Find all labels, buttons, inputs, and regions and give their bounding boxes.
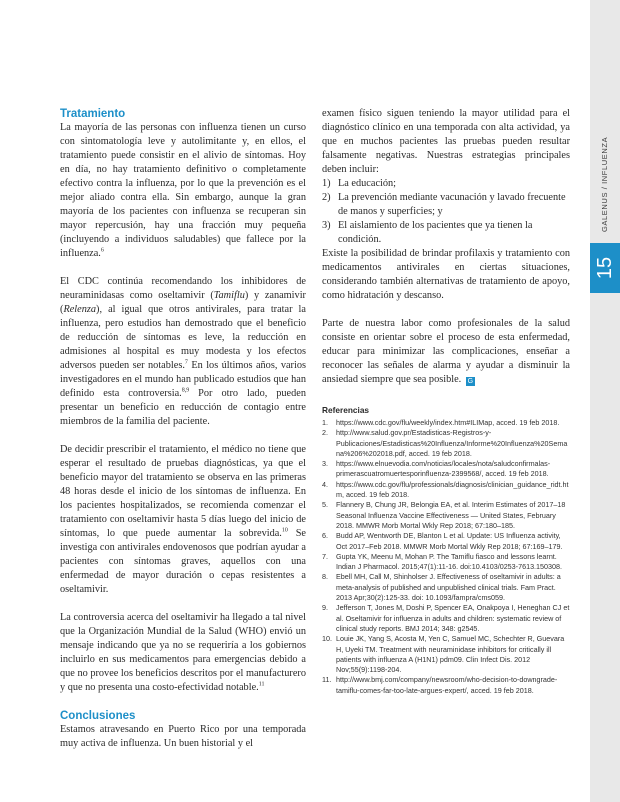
- reference-item: 9. Jefferson T, Jones M, Doshi P, Spencer EA, Onakpoya I, Heneghan CJ et al. Oseltamivir for influenza in adults and children: systematic review of clinical study reports. BMJ 2014; 348: g2545.: [322, 603, 570, 633]
- list-item: 3) El aislamiento de los pacientes que ya tienen la condición.: [322, 220, 533, 245]
- reference-item: 11. http://www.bmj.com/company/newsroom/who-decision-to-downgrade-tamiflu-comes-far-too-late-argues-expert/, acced. 19 feb 2018.: [322, 675, 558, 695]
- reference-item: 3. https://www.elnuevodia.com/noticias/locales/nota/saludconfirmalas-primerascuatromuertesporinfluenza-2399568/, acced. 19 feb 2018.: [322, 459, 551, 479]
- citation: 7: [184, 359, 188, 366]
- page-number: 15: [594, 256, 616, 280]
- paragraph: Existe la posibilidad de brindar profilaxis y tratamiento con medicamentos antivirales en ciertas situaciones, considerando también alternativas de tratamiento de apoyo, como hidratación y descanso.: [322, 248, 570, 301]
- end-of-article-mark: G: [467, 378, 474, 385]
- page-edge-band: [590, 0, 620, 802]
- reference-item: 6. Budd AP, Wentworth DE, Blanton L et al. Update: US Influenza activity, Oct 2017–Feb 2018. MMWR Morb Mortal Wkly Rep 2018; 67:169–179.: [322, 531, 563, 551]
- references-list: [322, 418, 570, 696]
- journal-name: GALENUS / INFLUENZA: [600, 136, 609, 232]
- list-item: 1) La educación;: [322, 178, 397, 189]
- strategy-list: [322, 177, 570, 247]
- paragraph: Parte de nuestra labor como profesionales de la salud consiste en orientar sobre el proceso de esta enfermedad, educar para minimizar las complicaciones, enseñar a reconocer las señales de alarma y ayudar a disminuir la ansiedad siempre que sea posible. G: [322, 318, 570, 385]
- right-column: [322, 107, 570, 696]
- paragraph: De decidir prescribir el tratamiento, el médico no tiene que esperar el resultado de pruebas diagnósticas, ya que el beneficio mayor del tratamiento se observa en las primeras 48 horas desde el inicio de los síntomas de influenza. En los pacientes hospitalizados, se recomienda comenzar el tratamiento con oseltamivir hasta 5 días luego del inicio de síntomas, lo que puede aumentar la sobrevida.$^{10}$ Se investiga con antivirales endovenosos que podrían ayudar a pacientes con síntomas graves, aquellos con una enfermedad de mayor duración o cepas resistentes a oseltamivir.: [60, 444, 307, 595]
- reference-item: 8. Ebell MH, Call M, Shinholser J. Effectiveness of oseltamivir in adults: a meta-analysis of published and unpublished clinical trials. Fam Pract. 2013 Apr;30(2):125-33. doi: 10.1093/fampra/cms059.: [322, 572, 561, 603]
- reference-item: 7. Gupta YK, Meenu M, Mohan P. The Tamiflu fiasco and lessons learnt. Indian J Pharmacol. 2015;47(1):11-16. doi:10.4103/0253-7613.150308.: [322, 551, 563, 572]
- paragraph: El CDC continúa recomendando los inhibidores de neuraminidasas como oseltamivir (Tamiflu) y zanamivir (Relenza), al igual que otros antivirales, para tratar la influenza, pero estudios han demostrado que el beneficio de reducción de síntomas es leve, la reducción en admisiones al hospital es muy modesta y los efectos adversos pueden ser notables.$^7$ En los últimos años, varios investigadores en el mundo han publicado estudios que han definido esta controversia.$^{8,9}$ Por otro lado, pueden presentar un beneficio en reducción de contagio entre miembros de la familia del paciente.: [60, 276, 306, 427]
- citation: 11: [258, 681, 265, 688]
- left-column: [60, 107, 306, 751]
- page-number-tab: [590, 243, 620, 293]
- paragraph: La controversia acerca del oseltamivir ha llegado a tal nivel que la Organización Mundial de la Salud (WHO) envió un mensaje indicando que ya no se requeriría a los gobiernos incluirlo en sus medicamentos para emergencias debido a que no provee los beneficios descritos por el manufacturero y que no presenta una costo-efectividad notable.$^{11}$: [60, 612, 306, 693]
- section-heading-conclusiones: Conclusiones: [60, 710, 136, 722]
- list-item: 2) La prevención mediante vacunación y lavado frecuente de manos y superficies; y: [322, 192, 566, 217]
- reference-item: 5. Flannery B, Chung JR, Belongia EA, et al. Interim Estimates of 2017–18 Seasonal Influenza Vaccine Effectiveness — United States, February 2018. MMWR Morb Mortal Wkly Rep 2018; 67:180–185.: [322, 500, 566, 530]
- citation: 8,9: [181, 387, 190, 394]
- citation: 6: [100, 247, 104, 254]
- paragraph: Estamos atravesando en Puerto Rico por una temporada muy activa de influenza. Un buen historial y el: [60, 724, 306, 749]
- citation: 10: [281, 527, 288, 534]
- reference-item: 10. Louie JK, Yang S, Acosta M, Yen C, Samuel MC, Schechter R, Guevara H, Uyeki TM. Treatment with neuraminidase inhibitors for critically ill patients with influenza A (H1N1) pdm09. Clin Infect Dis. 2012 Nov;55(9):1198-204.: [322, 634, 565, 675]
- running-header: [590, 136, 620, 232]
- paragraph: examen físico siguen teniendo la mayor utilidad para el diagnóstico clínico en una temporada con alta actividad, ya que en muchos pacientes las pruebas pueden resultar falsamente negativas. Nuestras estrategias principales deben incluir:: [322, 108, 570, 175]
- reference-item: 1. https://www.cdc.gov/flu/weekly/index.htm#ILIMap, acced. 19 feb 2018.: [322, 418, 560, 427]
- reference-item: 2. http://www.salud.gov.pr/Estadisticas-Registros-y-Publicaciones/Estadisticas%20Influenza/Informe%20Influenza%20Semana%206%202018.pdf, acced. 19 feb 2018.: [322, 428, 568, 458]
- section-heading-tratamiento: Tratamiento: [60, 108, 126, 120]
- reference-item: 4. https://www.cdc.gov/flu/professionals/diagnosis/clinician_guidance_ridt.htm, acced. 19 feb 2018.: [322, 479, 569, 500]
- paragraph: La mayoría de las personas con influenza tienen un curso con sintomatología leve y autolimitante y, en ellos, el tratamiento puede consistir en el alivio de síntomas. Hoy en día, no hay tratamiento definitivo o completamente efectivo contra la influenza, por lo que la prevención es el mejor aliado contra ella. Sin embargo, aunque la gran mayoría de los pacientes con influenza se recuperan sin mayor repercusión, hay una fracción muy pequeña (incluyendo a individuos saludables) que fallece por la influenza.$^6$: [60, 122, 306, 259]
- references-heading: Referencias: [322, 405, 370, 415]
